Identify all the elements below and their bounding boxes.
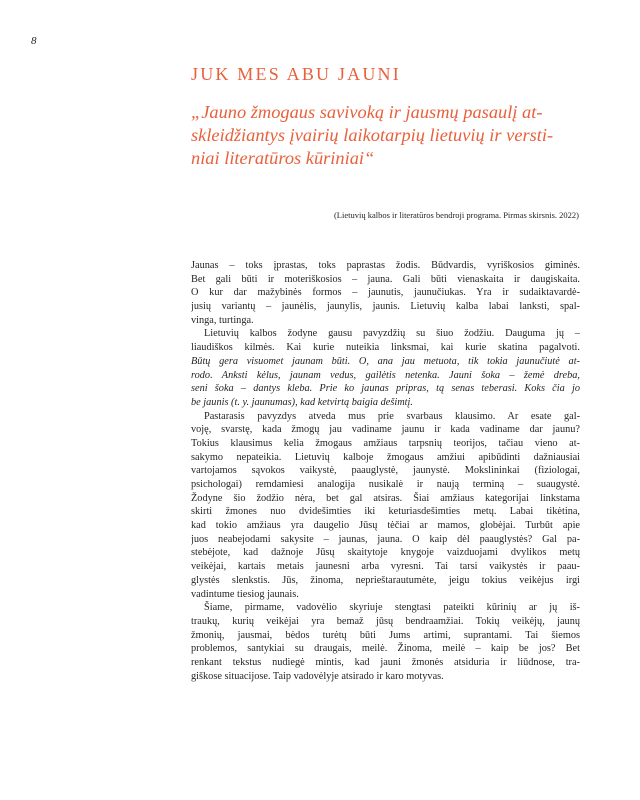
epigraph-line: niai literatūros kūriniai“: [191, 148, 375, 168]
epigraph-line: skleidžiantys įvairių laikotarpių lietuvių ir versti-: [191, 125, 554, 145]
paragraph-line: O kur dar mažybinės formos – jaunutis, jaunučiukas. Yra ir sudaiktavardė-: [191, 287, 580, 299]
paragraph-line: glystės slenkstis. Jūs, žinoma, neprieštarautumėte, jeigu tokius veikėjus irgi: [191, 574, 580, 586]
page-number: 8: [31, 35, 37, 47]
paragraph-line: problemos, santykiai su draugais, meilė. Žinoma, meilė – kaip be jos? Bet: [191, 643, 580, 655]
paragraph-line: Pastarasis pavyzdys atveda mus prie svarbaus klausimo. Ar esate gal-: [204, 410, 580, 422]
paragraph: [191, 327, 580, 409]
paragraph-line: jusių variantų – jaunėlis, jaunylis, jaunis. Lietuvių kalba labai lanksti, spal-: [191, 301, 580, 313]
paragraph-line: žmonių, jausmai, bėdos turėtų būti Jums artimi, suprantami. Tai šiemos: [191, 629, 580, 641]
paragraph-line: voję, svarstę, kada žmogų jau vadiname jaunu ir kada vadiname dar jaunu?: [191, 424, 580, 436]
paragraph-line: Jaunas – toks įprastas, toks paprastas žodis. Būdvardis, vyriškosios giminės.: [191, 260, 580, 271]
paragraph-line: veikėjai, kartais metais jaunesni arba vyresni. Tai tarsi vaikystės ir paau-: [191, 561, 580, 573]
paragraph-line: skirti žmones nuo dvidešimties iki keturiasdešimties metų. Labai tikėtina,: [191, 506, 580, 518]
paragraph-line: Žodyne šio žodžio nėra, bet gal atsiras. Šiai amžiaus kategorijai linkstama: [191, 492, 580, 504]
paragraph-line: vadintume tiesiog jaunais.: [191, 588, 299, 600]
paragraph-line: Bet gali būti ir moteriškosios – jauna. Gali būti vienaskaita ir daugiskaita.: [191, 273, 580, 285]
paragraph-line: traukų, kurių veikėjai yra bemaž jūsų bendraamžiai. Tokių veikėjų, jaunų: [191, 615, 580, 627]
paragraph-line: juos neabejodami sakysite – jaunas, jauna. O kaip dėl paauglystės? Gal pa-: [191, 533, 580, 545]
body-text: [191, 259, 580, 683]
paragraph-line: renkant tekstus nudiegė mintis, kad jauni žmonės atsiduria ir liūdnose, tra-: [191, 656, 580, 668]
paragraph-line: vinga, turtinga.: [191, 314, 254, 326]
paragraph-line: Tokius klausimus kelia žmogaus amžiaus tarpsnių teorijos, tačiau vieno at-: [191, 437, 580, 449]
paragraph-line: sakymo nepateikia. Lietuvių kalboje žmogaus amžiui apibūdinti dažniausiai: [191, 451, 580, 463]
epigraph: [191, 101, 591, 170]
paragraph-line: psichologai) remdamiesi analogija nusikalė ir naują terminą – suaugystė.: [191, 479, 580, 490]
paragraph-line: giškose situacijose. Taip vadovėlyje atsirado ir karo motyvas.: [191, 670, 444, 682]
epigraph-source: (Lietuvių kalbos ir literatūros bendroji programa. Pirmas skirsnis. 2022): [333, 210, 579, 220]
paragraph: [191, 601, 580, 683]
paragraph: [191, 410, 580, 602]
epigraph-line: „Jauno žmogaus savivoką ir jausmų pasaulį at-: [191, 102, 543, 122]
paragraph-line: liaudiškos kilmės. Kai kurie nuteikia linksmai, kai kurie skatina pagalvoti.: [191, 342, 580, 354]
paragraph-line: seni šoka – dantys kleba. Prie ko jaunas pripras, tą senas teberasi. Koks čia jo: [191, 383, 580, 395]
paragraph-line: Būtų gera visuomet jaunam būti. O, ana jau metuota, tik tokia jaunučiutė at-: [191, 355, 580, 367]
paragraph-line: Lietuvių kalbos žodyne gausu pavyzdžių su šiuo žodžiu. Dauguma jų –: [204, 328, 580, 340]
paragraph: [191, 259, 580, 327]
paragraph-line: vartojamos sąvokos vaikystė, paauglystė, jaunystė. Mokslininkai (fiziologai,: [191, 465, 580, 477]
paragraph-line: stebėjote, kad dažnoje Jūsų skaitytoje knygoje vaizduojami dvylikos metų: [191, 547, 580, 559]
paragraph-line: be jaunis (t. y. jaunumas), kad ketvirtą baigia dešimtį.: [191, 396, 413, 408]
chapter-title: JUK MES ABU JAUNI: [191, 64, 401, 84]
paragraph-line: rodo. Anksti kėlus, jaunam vedus, gailėtis netenka. Jauni šoka – žemė dreba,: [191, 369, 580, 381]
paragraph-line: kad tokio amžiaus yra daugelio Jūsų tėčiai ar mamos, globėjai. Turbūt apie: [191, 520, 580, 532]
paragraph-line: Šiame, pirmame, vadovėlio skyriuje stengtasi pateikti kūrinių ar jų iš-: [204, 602, 580, 614]
